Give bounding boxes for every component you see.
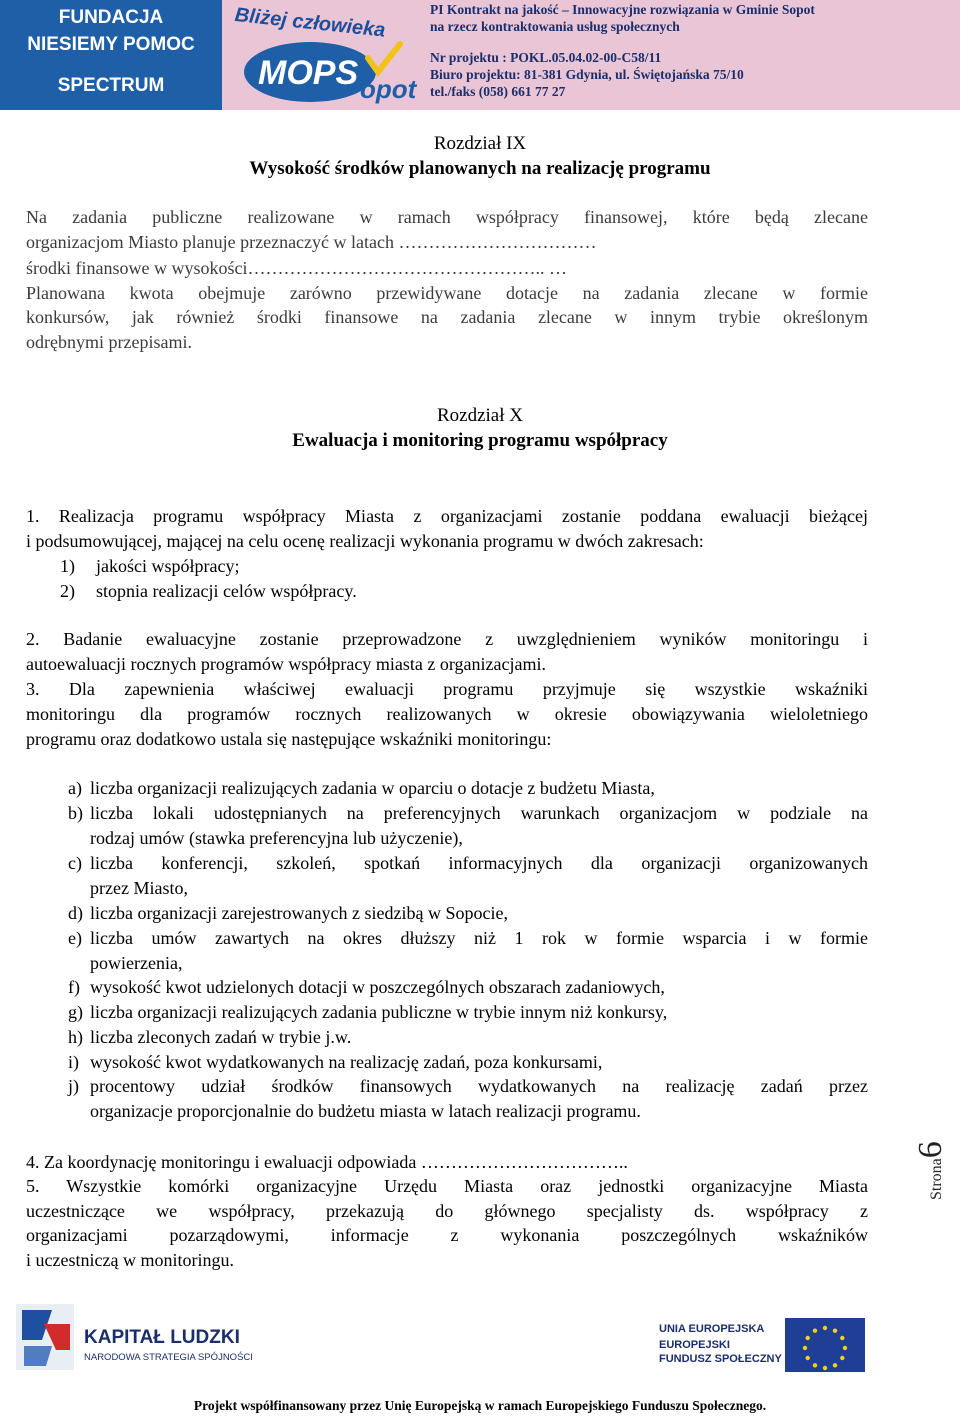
eu-logo-icon — [655, 1318, 885, 1378]
list-item: jakości współpracy; — [96, 556, 240, 576]
list-number: 1) — [60, 556, 75, 576]
indicator-letter: a) — [68, 778, 82, 798]
svg-text:KAPITAŁ LUDZKI: KAPITAŁ LUDZKI — [84, 1327, 240, 1348]
project-number: Nr projektu : POKL.05.04.02-00-C58/11 — [430, 50, 662, 65]
indicator-letter: c) — [68, 853, 82, 873]
chapter9-title: Rozdział IX — [433, 133, 527, 154]
indicator-text: liczba organizacji realizujących zadania publiczne w trybie innym niż konkursy, — [90, 1002, 668, 1022]
chapter9-line: środki finansowe w wysokości………………………………………….. … — [26, 258, 567, 278]
indicator-letter: j) — [68, 1076, 79, 1096]
page-number-value: 6 — [912, 1141, 949, 1159]
mops-logo-icon — [240, 28, 417, 108]
foundation-block — [0, 0, 222, 110]
project-office: Biuro projektu: 81-381 Gdynia, ul. Świętojańska 75/10 — [430, 67, 744, 82]
indicator-text: liczba organizacji realizujących zadania w oparciu o dotacje z budżetu Miasta, — [90, 778, 655, 798]
paragraph-2-line: 2. Badanie ewaluacyjne zostanie przeprowadzone z uwzględnieniem wyników monitoringu i — [26, 629, 868, 649]
indicator-letter: h) — [68, 1027, 83, 1047]
mops-logo-block — [222, 0, 422, 110]
paragraph-5-line: 5. Wszystkie komórki organizacyjne Urzędu Miasta oraz jednostki organizacyjne Miasta — [26, 1176, 868, 1196]
indicator-text: rodzaj umów (stawka preferencyjna lub użyczenie), — [90, 828, 463, 848]
indicator-letter: e) — [68, 928, 82, 948]
paragraph-4: 4. Za koordynację monitoringu i ewaluacji odpowiada …………………………….. — [26, 1152, 628, 1172]
paragraph-5-line: organizacjami pozarządowymi, informacje z wykonania poszczególnych wskaźników — [26, 1225, 868, 1245]
indicator-letter: f) — [68, 977, 80, 997]
kapital-ludzki-logo-icon — [12, 1300, 252, 1380]
paragraph-5-line: i uczestniczą w monitoringu. — [26, 1250, 234, 1270]
indicator-letter: i) — [68, 1052, 79, 1072]
project-subtitle: na rzecz kontraktowania usług społecznych — [430, 19, 680, 34]
indicator-text: organizacje proporcjonalnie do budżetu miasta w latach realizacji programu. — [90, 1101, 641, 1121]
indicator-letter: g) — [68, 1002, 83, 1022]
paragraph-3-line: programu oraz dodatkowo ustala się następujące wskaźniki monitoringu: — [26, 729, 552, 749]
chapter9-line: Planowana kwota obejmuje zarówno przewidywane dotacje na zadania zlecane w formie — [26, 283, 868, 303]
paragraph-3-line: monitoringu dla programów rocznych realizowanych w okresie obowiązywania wieloletniego — [26, 704, 868, 724]
page-label: Strona — [928, 1158, 945, 1200]
chapter9-subtitle: Wysokość środków planowanych na realizację programu — [249, 158, 711, 179]
org-name-line2: NIESIEMY POMOC — [27, 34, 195, 55]
indicator-text: wysokość kwot wydatkowanych na realizację zadań, poza konkursami, — [90, 1052, 603, 1072]
chapter9-line: organizacjom Miasto planuje przeznaczyć w latach …………………………… — [26, 232, 597, 252]
svg-text:EUROPEJSKI: EUROPEJSKI — [659, 1339, 730, 1351]
list-number: 2) — [60, 581, 75, 601]
cofinancing-note: Projekt współfinansowany przez Unię Europejską w ramach Europejskiego Funduszu Społecznego. — [193, 1398, 767, 1413]
chapter9-line: Na zadania publiczne realizowane w ramach współpracy finansowej, które będą zlecane — [26, 207, 868, 227]
indicator-letter: b) — [68, 803, 83, 823]
org-name-line3: SPECTRUM — [57, 75, 165, 96]
indicator-text: liczba organizacji zarejestrowanych z siedzibą w Sopocie, — [90, 903, 508, 923]
svg-text:UNIA EUROPEJSKA: UNIA EUROPEJSKA — [659, 1323, 765, 1335]
indicator-text: liczba umów zawartych na okres dłuższy niż 1 rok w formie wsparcia i w formie — [90, 928, 868, 948]
project-info — [422, 0, 960, 110]
chapter10-subtitle: Ewaluacja i monitoring programu współpracy — [292, 430, 668, 451]
indicator-text: procentowy udział środków finansowych wydatkowanych na realizację zadań przez — [90, 1076, 868, 1096]
logo-slogan: Bliżej człowieka — [233, 4, 387, 42]
list-item: stopnia realizacji celów współpracy. — [96, 581, 357, 601]
indicator-text: powierzenia, — [90, 953, 183, 973]
org-name-line1: FUNDACJA — [58, 7, 164, 28]
paragraph-3-line: 3. Dla zapewnienia właściwej ewaluacji programu przyjmuje się wszystkie wskaźniki — [26, 679, 868, 699]
page-number — [912, 1140, 972, 1200]
indicator-text: wysokość kwot udzielonych dotacji w poszczególnych obszarach zadaniowych, — [90, 977, 665, 997]
svg-text:opot: opot — [360, 74, 417, 104]
chapter9-line: konkursów, jak również środki finansowe na zadania zlecane w innym trybie określonym — [26, 307, 868, 327]
paragraph-1-line: i podsumowującej, mającej na celu ocenę realizacji wykonania programu w dwóch zakresach: — [26, 531, 704, 551]
svg-text:NARODOWA STRATEGIA SPÓJNOŚCI: NARODOWA STRATEGIA SPÓJNOŚCI — [84, 1352, 253, 1363]
indicator-text: liczba zleconych zadań w trybie j.w. — [90, 1027, 352, 1047]
project-phone: tel./faks (058) 661 77 27 — [430, 84, 566, 99]
project-title: PI Kontrakt na jakość – Innowacyjne rozwiązania w Gminie Sopot — [430, 2, 815, 17]
paragraph-1-line: 1. Realizacja programu współpracy Miasta z organizacjami zostanie poddana ewaluacji bieżącej — [26, 506, 868, 526]
svg-text:MOPS: MOPS — [258, 54, 359, 92]
chapter9-line: odrębnymi przepisami. — [26, 332, 192, 352]
paragraph-5-line: uczestniczące we współpracy, przekazują do głównego specjalisty ds. współpracy z — [26, 1201, 868, 1221]
paragraph-2-line: autoewaluacji rocznych programów współpracy miasta z organizacjami. — [26, 654, 546, 674]
letterhead — [0, 0, 960, 110]
indicator-text: przez Miasto, — [90, 878, 188, 898]
indicator-text: liczba lokali udostępnianych na preferencyjnych warunkach organizacjom w podziale na — [90, 803, 868, 823]
chapter10-title: Rozdział X — [436, 405, 523, 426]
indicator-letter: d) — [68, 903, 83, 923]
svg-text:FUNDUSZ SPOŁECZNY: FUNDUSZ SPOŁECZNY — [659, 1353, 782, 1365]
indicator-text: liczba konferencji, szkoleń, spotkań informacyjnych dla organizacji organizowanych — [90, 853, 868, 873]
